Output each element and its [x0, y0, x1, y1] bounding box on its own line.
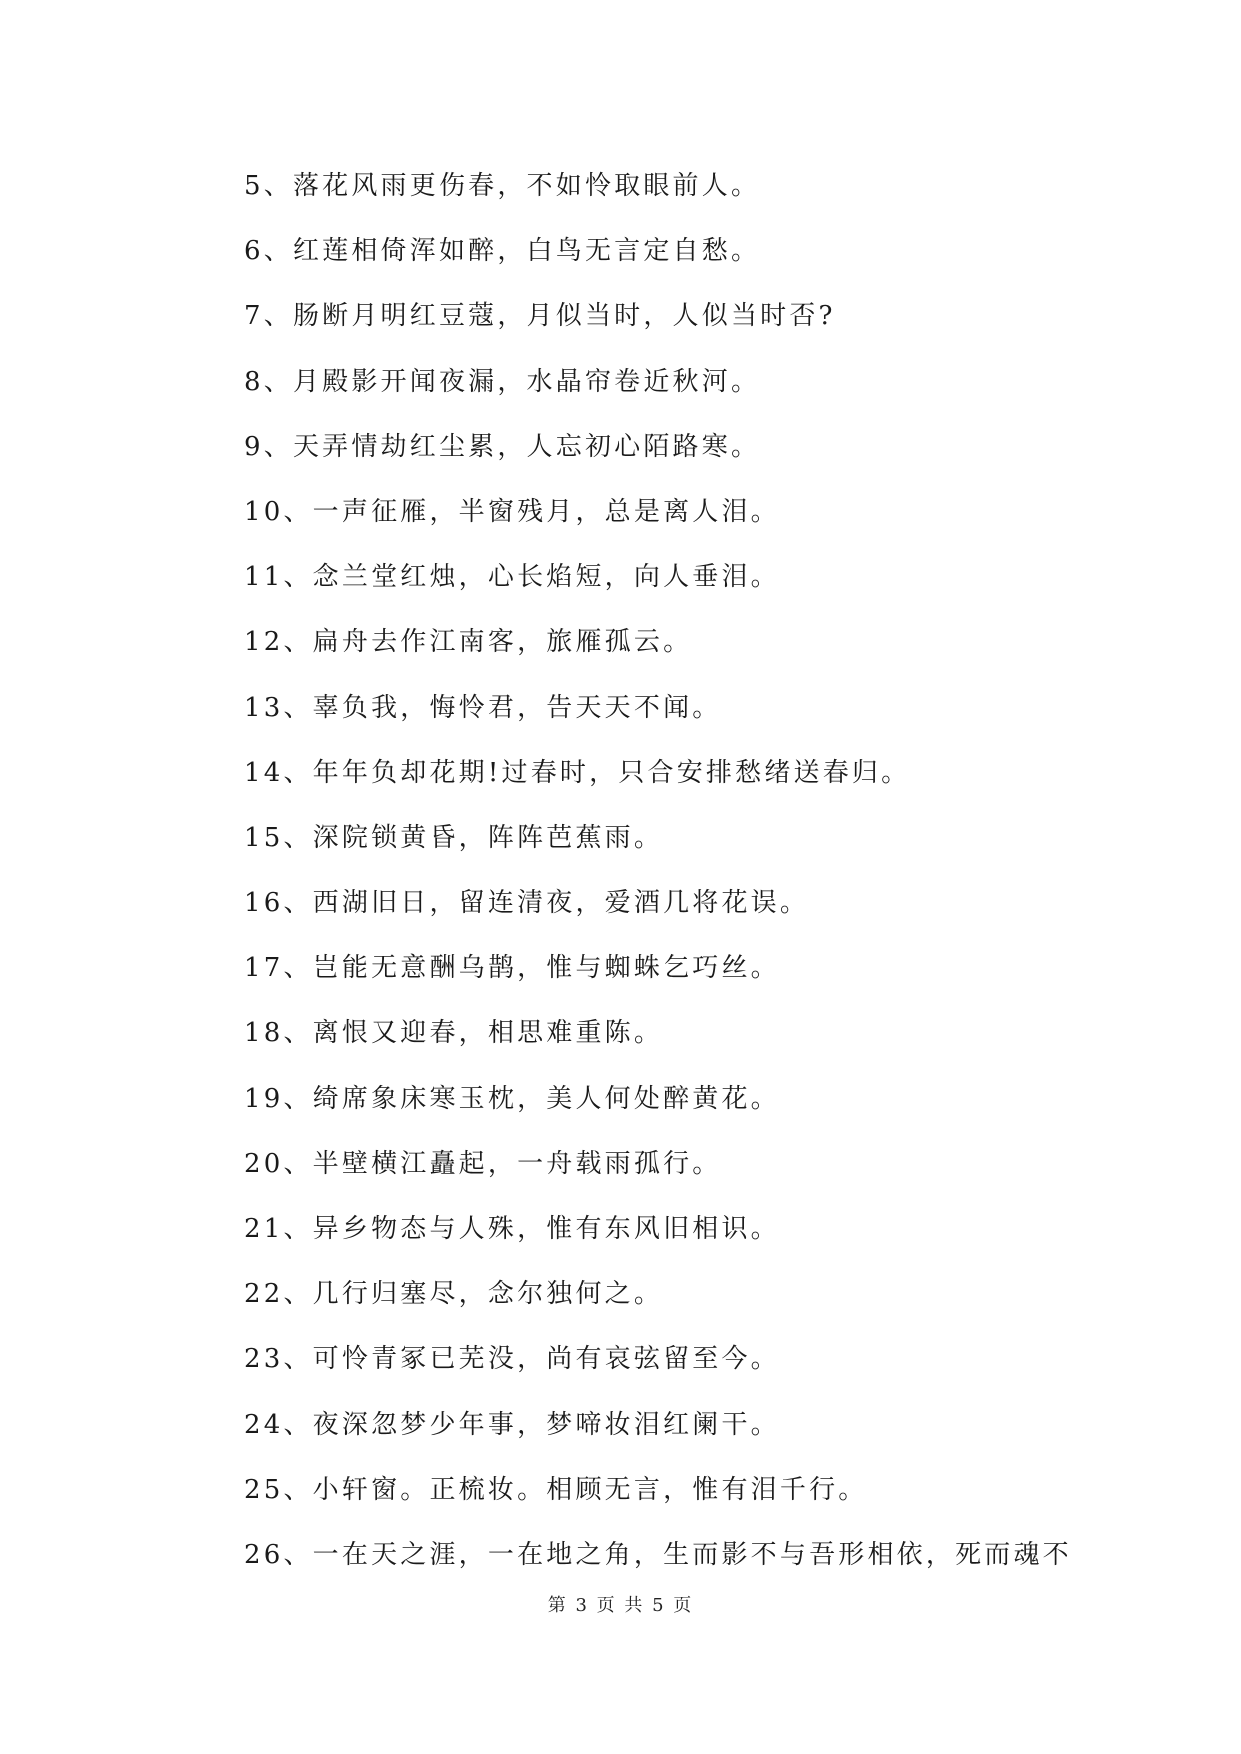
list-item: 7、肠断月明红豆蔻，月似当时，人似当时否?: [244, 301, 836, 332]
list-item: 26、一在天之涯，一在地之角，生而影不与吾形相依，死而魂不: [244, 1539, 1072, 1570]
list-item: 10、一声征雁，半窗残月，总是离人泪。: [244, 496, 780, 527]
list-item: 25、小轩窗。正梳妆。相顾无言，惟有泪千行。: [244, 1474, 868, 1505]
quote-list: [244, 154, 1164, 1588]
list-item: 8、月殿影开闻夜漏，水晶帘卷近秋河。: [244, 366, 761, 397]
list-item: 13、辜负我，悔怜君，告天天不闻。: [244, 692, 722, 723]
list-item: 12、扁舟去作江南客，旅雁孤云。: [244, 627, 693, 658]
list-item: 24、夜深忽梦少年事，梦啼妆泪红阑干。: [244, 1409, 780, 1440]
list-item: 21、异乡物态与人殊，惟有东风旧相识。: [244, 1214, 780, 1244]
list-item: 17、岂能无意酬乌鹊，惟与蜘蛛乞巧丝。: [244, 953, 780, 984]
list-item: 16、西湖旧日，留连清夜，爱酒几将花误。: [244, 888, 810, 919]
list-item: 22、几行归塞尽，念尔独何之。: [244, 1279, 664, 1310]
list-item: 20、半壁横江矗起，一舟载雨孤行。: [244, 1148, 722, 1179]
page-footer: 第 3 页 共 5 页: [547, 1595, 694, 1616]
list-item: 11、念兰堂红烛，心长焰短，向人垂泪。: [244, 562, 780, 593]
list-item: 6、红莲相倚浑如醉，白鸟无言定自愁。: [244, 236, 761, 267]
list-item: 15、深院锁黄昏，阵阵芭蕉雨。: [244, 822, 664, 853]
list-item: 5、落花风雨更伤春，不如怜取眼前人。: [244, 171, 761, 201]
list-item: 14、年年负却花期!过春时，只合安排愁绪送春归。: [244, 757, 911, 788]
list-item: 18、离恨又迎春，相思难重陈。: [244, 1018, 664, 1049]
list-item: 9、天弄情劫红尘累，人忘初心陌路寒。: [244, 431, 761, 462]
list-item: 23、可怜青冢已芜没，尚有哀弦留至今。: [244, 1344, 780, 1375]
list-item: 19、绮席象床寒玉枕，美人何处醉黄花。: [244, 1083, 780, 1114]
